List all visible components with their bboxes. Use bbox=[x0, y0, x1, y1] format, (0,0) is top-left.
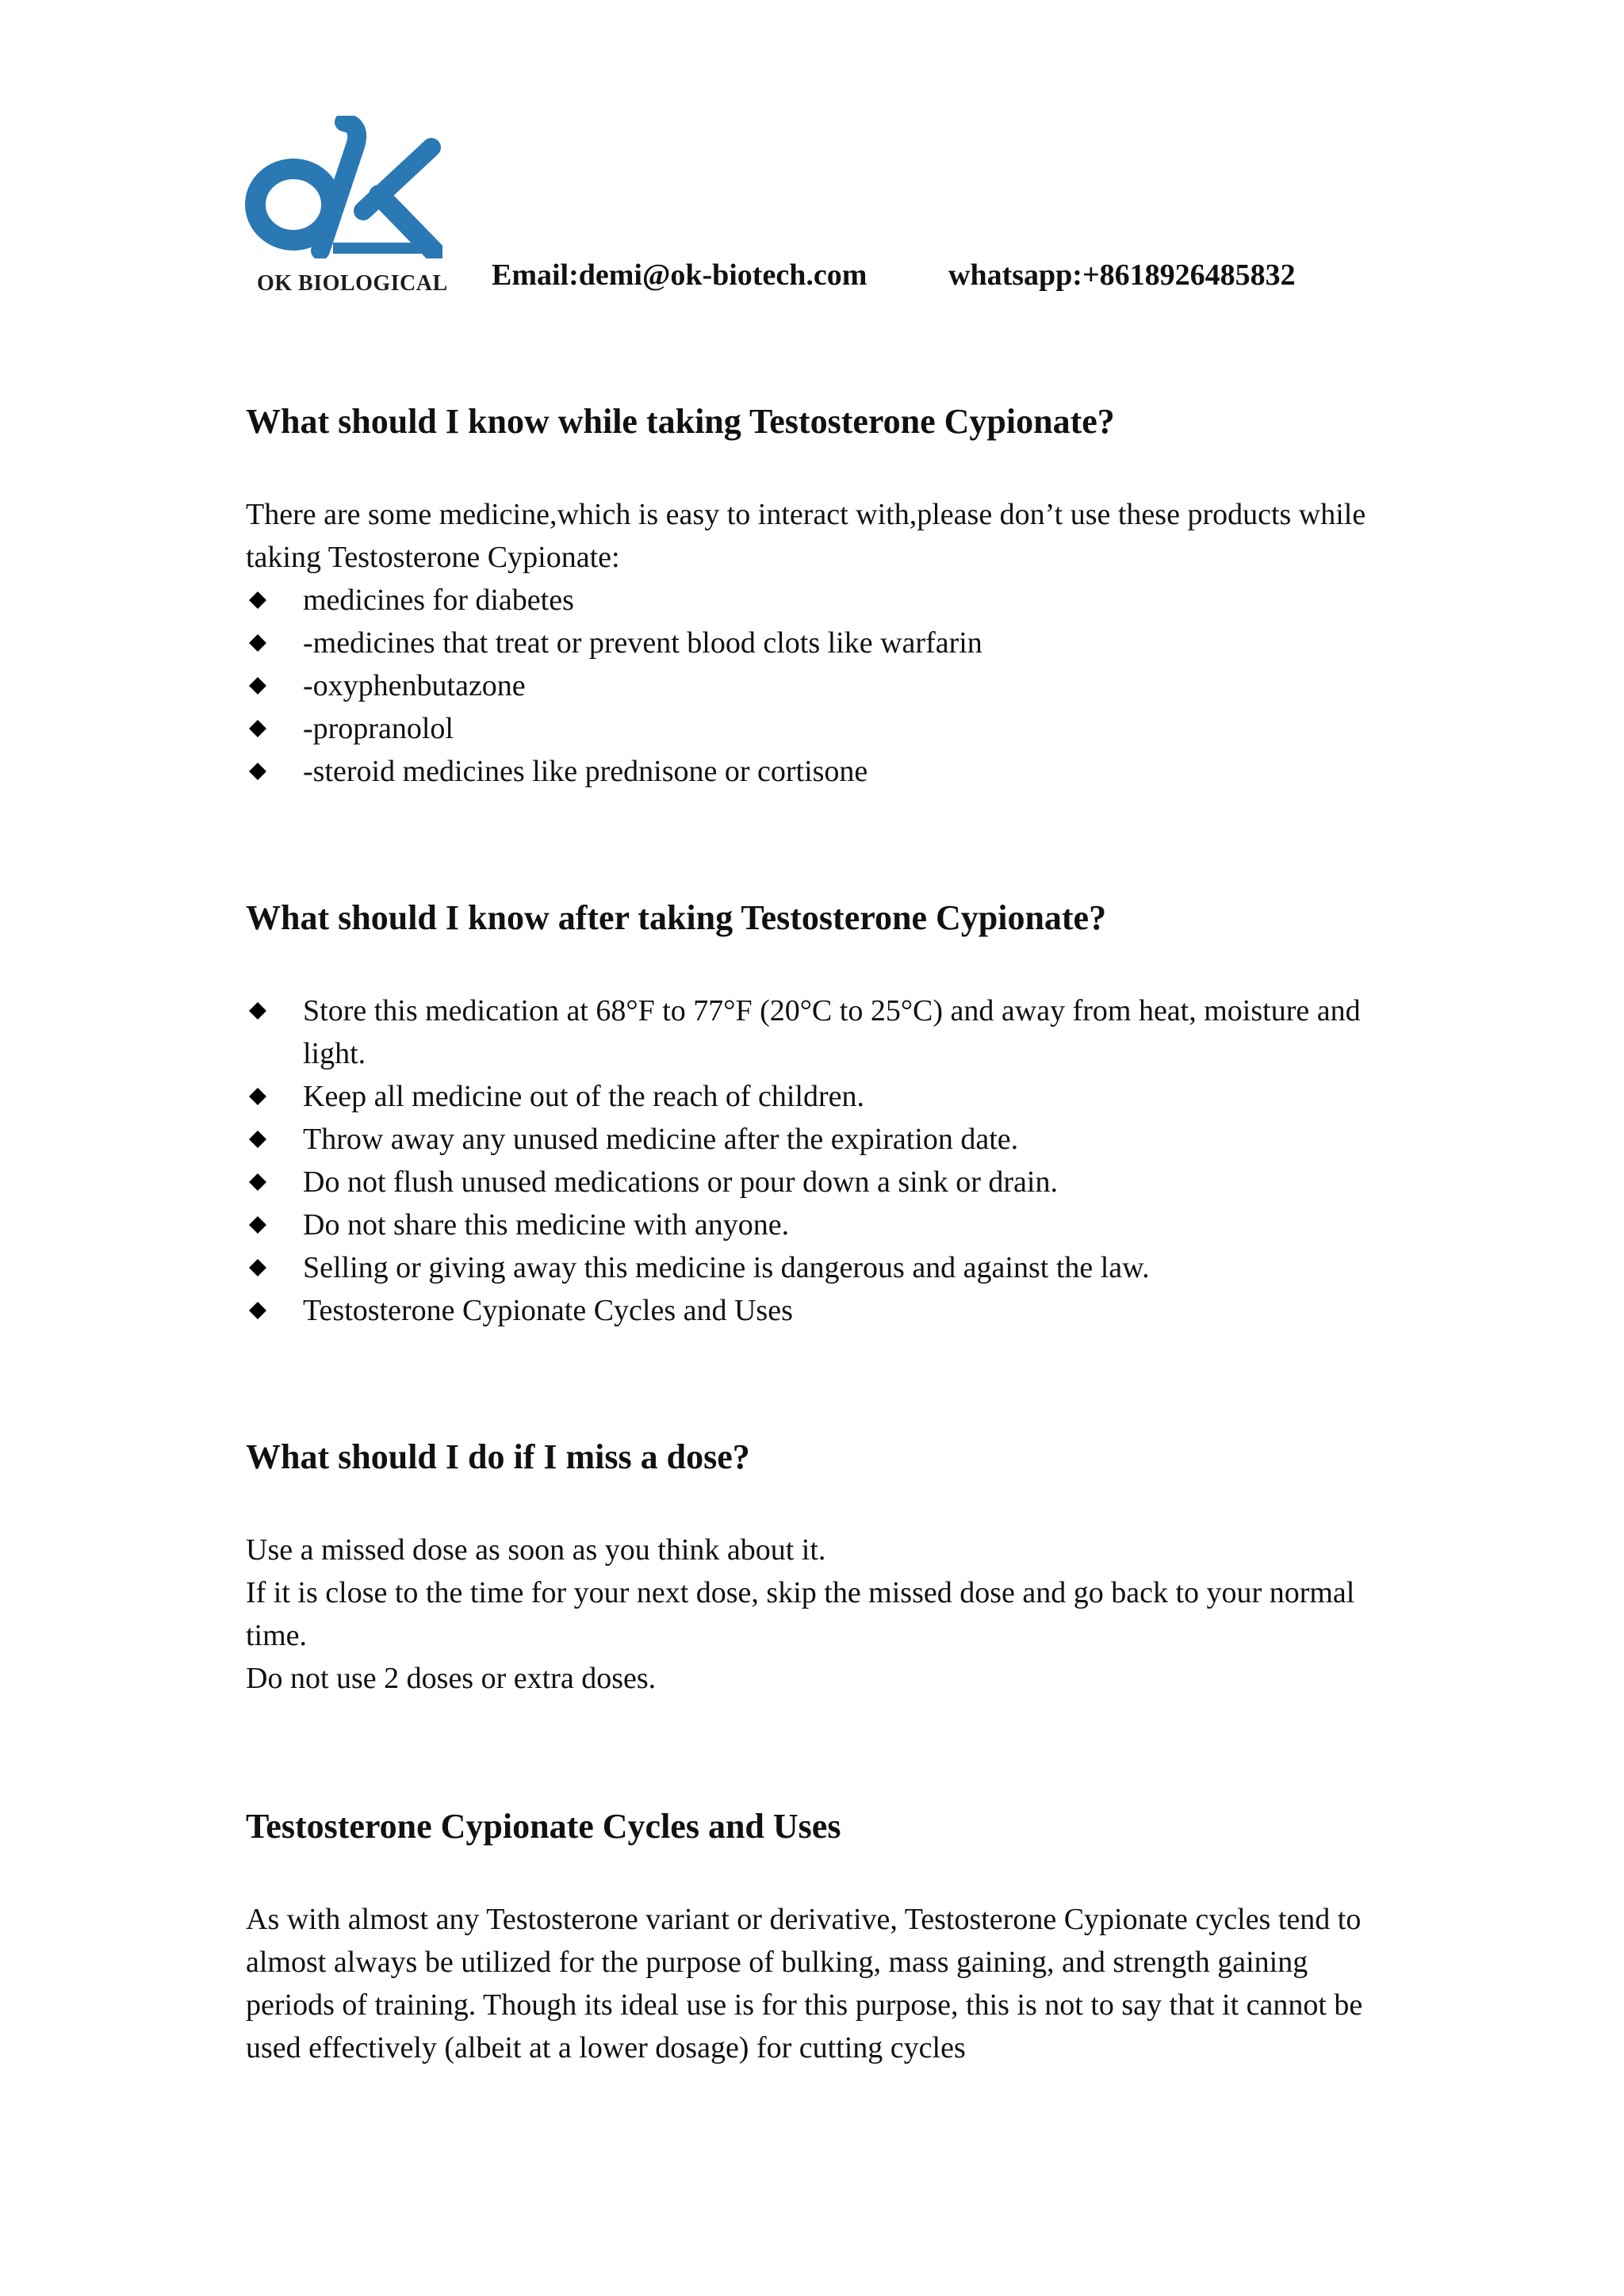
list-item bbox=[246, 1246, 1388, 1289]
section-missed-dose bbox=[246, 1432, 1388, 1700]
list-item-text: Testosterone Cypionate Cycles and Uses bbox=[303, 1294, 793, 1327]
list-item bbox=[246, 1203, 1388, 1246]
list-item-text: Do not share this medicine with anyone. bbox=[303, 1208, 790, 1242]
list-item bbox=[246, 664, 1388, 707]
list-item bbox=[246, 622, 1388, 664]
section-heading: What should I know while taking Testosterone Cypionate? bbox=[246, 402, 1115, 441]
list-item-text: Keep all medicine out of the reach of children. bbox=[303, 1080, 864, 1113]
section-after-taking bbox=[246, 893, 1388, 1332]
list-item bbox=[246, 707, 1388, 750]
storage-list bbox=[246, 989, 1388, 1332]
list-item-text: Do not flush unused medications or pour down a sink or drain. bbox=[303, 1165, 1058, 1199]
paragraph: As with almost any Testosterone variant or derivative, Testosterone Cypionate cycles tend to almost always be utilized for the purpose of bulking, mass gaining, and strength gaining periods of training. Though its ideal use is for this purpose, this is not to say that it cannot be used effectively (albeit at a lower dosage) for cutting cycles bbox=[246, 1903, 1363, 2064]
section-heading: What should I do if I miss a dose? bbox=[246, 1437, 750, 1476]
list-item bbox=[246, 1118, 1388, 1161]
diamond-bullet-icon bbox=[249, 763, 266, 780]
section-heading: Testosterone Cypionate Cycles and Uses bbox=[246, 1807, 841, 1846]
diamond-bullet-icon bbox=[249, 720, 266, 737]
interaction-list bbox=[246, 579, 1388, 793]
list-item-text: -steroid medicines like prednisone or cortisone bbox=[303, 755, 868, 788]
list-item-text: -oxyphenbutazone bbox=[303, 669, 526, 702]
section-intro: There are some medicine,which is easy to interact with,please don’t use these products while taking Testosterone Cypionate: bbox=[246, 498, 1366, 574]
diamond-bullet-icon bbox=[249, 1173, 266, 1191]
paragraph: Do not use 2 doses or extra doses. bbox=[246, 1662, 657, 1695]
list-item bbox=[246, 989, 1388, 1075]
diamond-bullet-icon bbox=[249, 1259, 266, 1276]
list-item bbox=[246, 1289, 1388, 1332]
paragraph: If it is close to the time for your next dose, skip the missed dose and go back to your normal time. bbox=[246, 1576, 1355, 1652]
list-item-text: Store this medication at 68°F to 77°F (20°C to 25°C) and away from heat, moisture and light. bbox=[303, 994, 1361, 1070]
list-item-text: medicines for diabetes bbox=[303, 584, 574, 617]
list-item-text: -medicines that treat or prevent blood clots like warfarin bbox=[303, 626, 982, 660]
contact-email[interactable]: Email:demi@ok-biotech.com bbox=[492, 258, 868, 292]
section-cycles-uses bbox=[246, 1801, 1388, 2069]
contact-whatsapp[interactable]: whatsapp:+8618926485832 bbox=[948, 258, 1296, 292]
diamond-bullet-icon bbox=[249, 1302, 266, 1319]
list-item bbox=[246, 750, 1388, 793]
paragraph: Use a missed dose as soon as you think about it. bbox=[246, 1533, 826, 1567]
section-while-taking bbox=[246, 396, 1388, 793]
diamond-bullet-icon bbox=[249, 591, 266, 609]
list-item-text: Selling or giving away this medicine is dangerous and against the law. bbox=[303, 1251, 1150, 1284]
diamond-bullet-icon bbox=[249, 1002, 266, 1020]
list-item bbox=[246, 579, 1388, 622]
list-item bbox=[246, 1075, 1388, 1118]
logo-caption: OK BIOLOGICAL bbox=[257, 271, 448, 296]
ak-logo-icon bbox=[244, 116, 442, 258]
section-heading: What should I know after taking Testosterone Cypionate? bbox=[246, 898, 1107, 937]
list-item bbox=[246, 1161, 1388, 1203]
list-item-text: Throw away any unused medicine after the expiration date. bbox=[303, 1123, 1019, 1156]
diamond-bullet-icon bbox=[249, 634, 266, 652]
diamond-bullet-icon bbox=[249, 1216, 266, 1234]
diamond-bullet-icon bbox=[249, 1088, 266, 1105]
list-item-text: -propranolol bbox=[303, 712, 454, 745]
diamond-bullet-icon bbox=[249, 677, 266, 695]
diamond-bullet-icon bbox=[249, 1131, 266, 1148]
